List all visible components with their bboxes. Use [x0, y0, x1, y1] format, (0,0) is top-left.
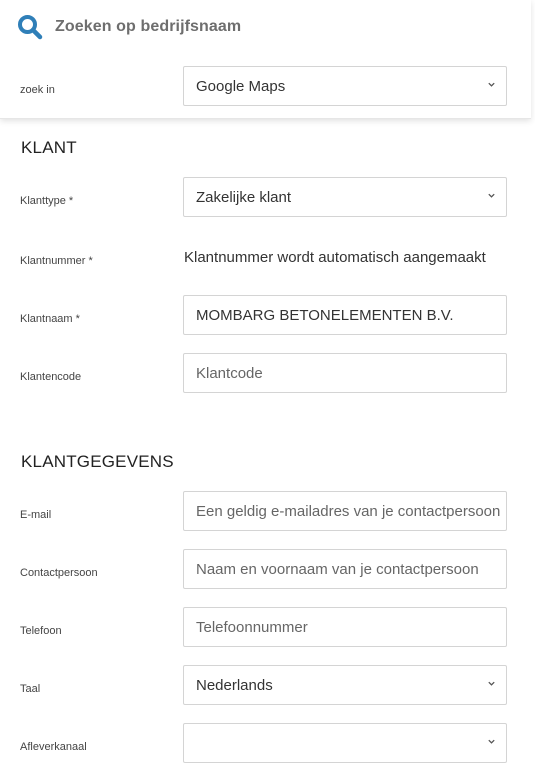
- klantnaam-input[interactable]: MOMBARG BETONELEMENTEN B.V.: [183, 295, 507, 335]
- klanttype-select[interactable]: [183, 177, 507, 217]
- contactpersoon-label: Contactpersoon: [20, 567, 98, 579]
- email-field[interactable]: Een geldig e-mailadres van je contactpersoon: [183, 491, 507, 531]
- klantnummer-label: Klantnummer *: [20, 255, 93, 267]
- klantnummer-value: Klantnummer wordt automatisch aangemaakt: [184, 249, 486, 266]
- chevron-down-icon: [487, 737, 496, 746]
- zoek-in-select[interactable]: [183, 66, 507, 106]
- search-icon[interactable]: [17, 14, 43, 40]
- klantencode-label: Klantencode: [20, 371, 82, 383]
- afleverkanaal-label: Afleverkanaal: [20, 741, 87, 753]
- chevron-down-icon: [487, 80, 496, 89]
- zoek-in-label: zoek in: [20, 84, 55, 96]
- search-header: [17, 12, 241, 42]
- search-panel: [0, 0, 531, 119]
- section-title-klant: KLANT: [21, 138, 77, 157]
- search-title[interactable]: Zoeken op bedrijfsnaam: [55, 18, 242, 35]
- zoek-in-value: Google Maps: [196, 77, 286, 95]
- klantnaam-label: Klantnaam *: [20, 313, 80, 325]
- taal-value: Nederlands: [196, 676, 273, 694]
- klanttype-label: Klanttype *: [20, 195, 74, 207]
- klanttype-value: Zakelijke klant: [196, 188, 292, 206]
- afleverkanaal-select[interactable]: [183, 723, 507, 763]
- section-title-klantgegevens: KLANTGEGEVENS: [21, 452, 174, 471]
- chevron-down-icon: [487, 679, 496, 688]
- klantencode-input[interactable]: Klantcode: [183, 353, 507, 393]
- email-label: E-mail: [20, 509, 52, 521]
- chevron-down-icon: [487, 191, 496, 200]
- telefoon-input[interactable]: Telefoonnummer: [183, 607, 507, 647]
- contactpersoon-input[interactable]: Naam en voornaam van je contactpersoon: [183, 549, 507, 589]
- telefoon-label: Telefoon: [20, 625, 62, 637]
- taal-select[interactable]: [183, 665, 507, 705]
- taal-label: Taal: [20, 683, 41, 695]
